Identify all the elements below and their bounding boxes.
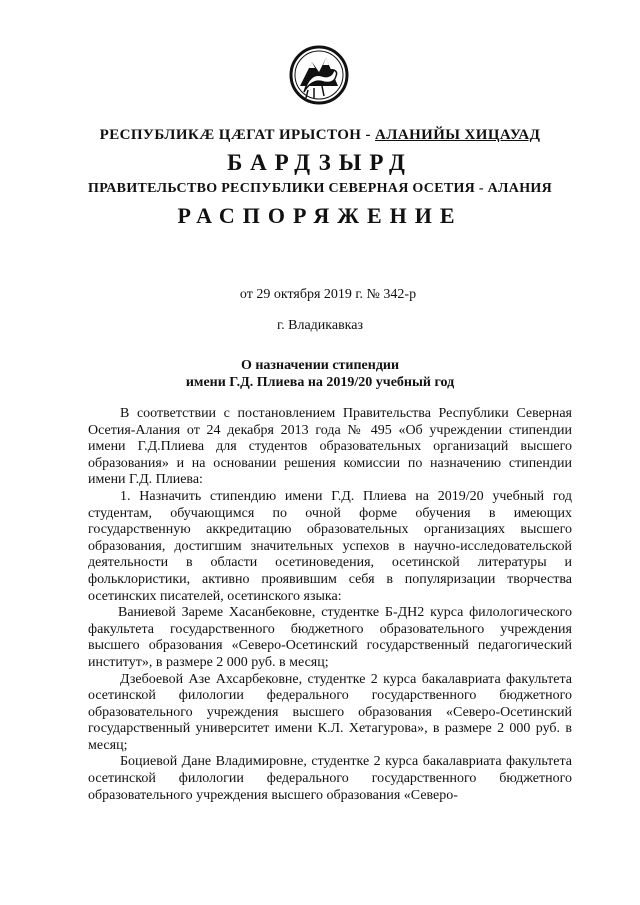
document-type-title: РАСПОРЯЖЕНИЕ: [177, 203, 463, 228]
ossetian-government-header: [0, 127, 640, 144]
paragraph-clause-1: 1. Назначить стипендию имени Г.Д. Плиева на 2019/20 учебный год студентам, обучающимся по очной форме обучения в имеющих государственную аккредитацию образовательных организациях высшего образования, достигшим значительных успехов в научно-исследовательской деятельности в области осетиноведения, осетинской литературы и фольклористики, активно проявившим себя в популяризации творчества осетинских писателей, осетинского языка:: [88, 488, 572, 604]
bardzyrd-title: БАРДЗЫРД: [227, 150, 413, 175]
government-name: ПРАВИТЕЛЬСТВО РЕСПУБЛИКИ СЕВЕРНАЯ ОСЕТИЯ - АЛАНИЯ: [88, 181, 552, 196]
subject-line-1: О назначении стипендии: [240, 358, 400, 373]
paragraph-preamble: В соответствии с постановлением Правительства Республики Северная Осетия-Алания от 24 декабря 2013 года № 495 «Об учреждении стипендии имени Г.Д.Плиева для студентов образовательных организаций высшего образования» и на основании решения комиссии по назначению стипендии имени Г.Д. Плиева:: [88, 406, 572, 488]
paragraph-recipient-2: Дзебоевой Азе Ахсарбековне, студентке 2 курса бакалавриата факультета осетинской филологии федерального государственного бюджетного образовательного учреждения высшего образования «Северо-Осетинский государственный университет имени К.Л. Хетагурова», в размере 2 000 руб. в месяц;: [88, 671, 572, 753]
paragraph-recipient-3: Боциевой Дане Владимировне, студентке 2 курса бакалавриата факультета осетинской филологии федерального государственного бюджетного образовательного учреждения высшего образования «Северо-: [88, 754, 572, 803]
subject-line-2: имени Г.Д. Плиева на 2019/20 учебный год: [185, 375, 455, 390]
document-city: г. Владикавказ: [276, 318, 364, 333]
ossetian-header-underlined: АЛАНИЙЫ ХИЦАУАД: [375, 127, 541, 143]
coat-of-arms-emblem: [288, 42, 350, 106]
document-body: [88, 406, 572, 804]
paragraph-recipient-1: Ваниевой Зареме Хасанбековне, студентке Б-ДН2 курса филологического факультета государственного бюджетного образовательного учреждения высшего образования «Северо-Осетинский государственный педагогический институт», в размере 2 000 руб. в месяц;: [88, 605, 572, 670]
ossetian-header-left: РЕСПУБЛИКӔ ЦӔГАТ ИРЫСТОН -: [99, 127, 371, 143]
document-date-number: от 29 октября 2019 г. № 342-р: [239, 287, 417, 302]
